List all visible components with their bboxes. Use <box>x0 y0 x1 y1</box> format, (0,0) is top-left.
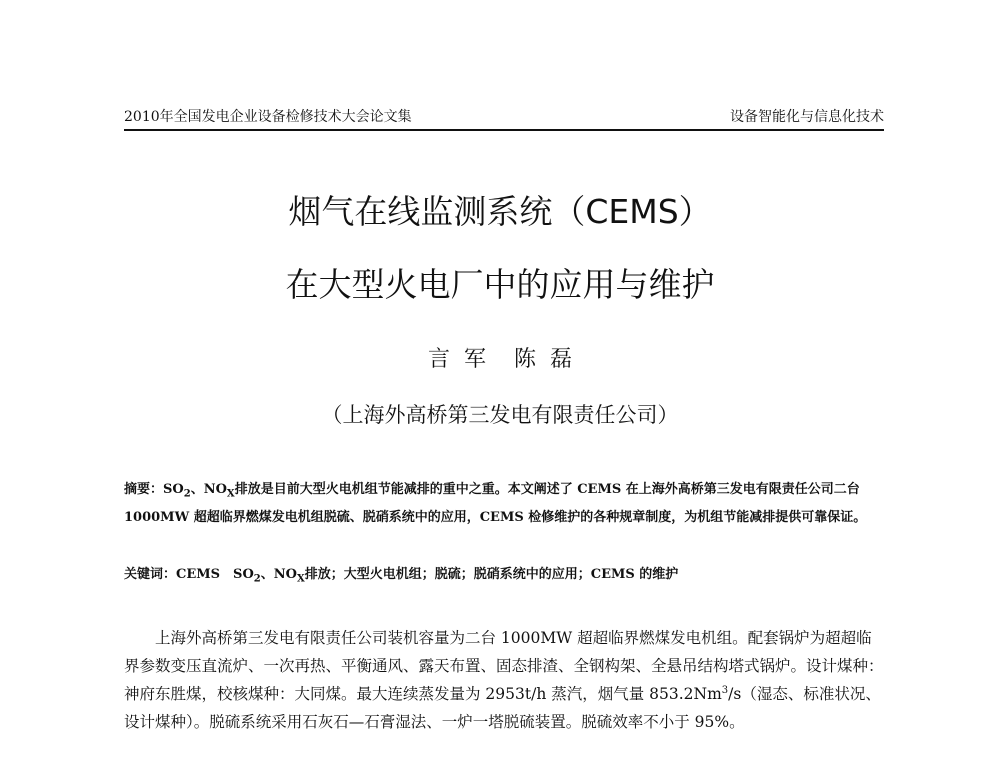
abstract-sub-2: 2 <box>183 488 191 500</box>
abstract-label: 摘要： <box>124 482 164 497</box>
keywords-text-c: 排放；大型火电机组；脱硫；脱硝系统中的应用；CEMS 的维护 <box>304 567 679 582</box>
abstract-text-c: 排放是目前大型火电机组节能减排的重中之重。本文阐述了 CEMS 在上海外高桥第三发电有限责任公司二台 1000MW 超超临界燃煤发电机组脱硫、脱硝系统中的应用，CEMS 检修维护的各种规章制度，为机组节能减排提供可靠保证。 <box>124 482 867 525</box>
abstract <box>124 476 886 532</box>
paper-title-line-2: 在大型火电厂中的应用与维护 <box>285 265 715 304</box>
abstract-text-a: SO <box>163 482 184 497</box>
keywords <box>124 564 886 586</box>
body-text-a: 上海外高桥第三发电有限责任公司装机容量为二台 1000MW 超超临界燃煤发电机组。配套锅炉为超超临界参数变压直流炉、一次再热、平衡通风、露天布置、固态排渣、全钢构架、全悬吊结构塔式锅炉。设计煤种：神府东胜煤，校核煤种：大同煤。最大连续蒸发量为 2953t/h 蒸汽，烟气量 853.2Nm <box>124 629 884 703</box>
keywords-text-b: 、NO <box>260 567 297 582</box>
body-sup-3: 3 <box>721 684 729 696</box>
keywords-sub-x: X <box>296 573 305 585</box>
proceedings-title: 2010年全国发电企业设备检修技术大会论文集 <box>124 109 412 125</box>
abstract-sub-x: X <box>226 488 235 500</box>
running-header <box>124 106 884 128</box>
keywords-sub-2: 2 <box>253 573 261 585</box>
keywords-text-a: CEMS SO <box>176 567 254 582</box>
affiliation: （上海外高桥第三发电有限责任公司） <box>321 403 679 427</box>
body-text-b: /s（湿态、标准状况、设计煤种）。脱硫系统采用石灰石—石膏湿法、一炉一塔脱硫装置。脱硫效率不小于 95%。 <box>124 685 881 731</box>
paper-title-line-1: 烟气在线监测系统（CEMS） <box>288 192 712 231</box>
header-rule <box>124 129 884 131</box>
authors: 言 军 陈 磊 <box>428 347 572 372</box>
section-title: 设备智能化与信息化技术 <box>730 109 884 125</box>
keywords-label: 关键词： <box>124 567 177 582</box>
abstract-text-b: 、NO <box>190 482 227 497</box>
body-paragraph <box>124 624 886 736</box>
